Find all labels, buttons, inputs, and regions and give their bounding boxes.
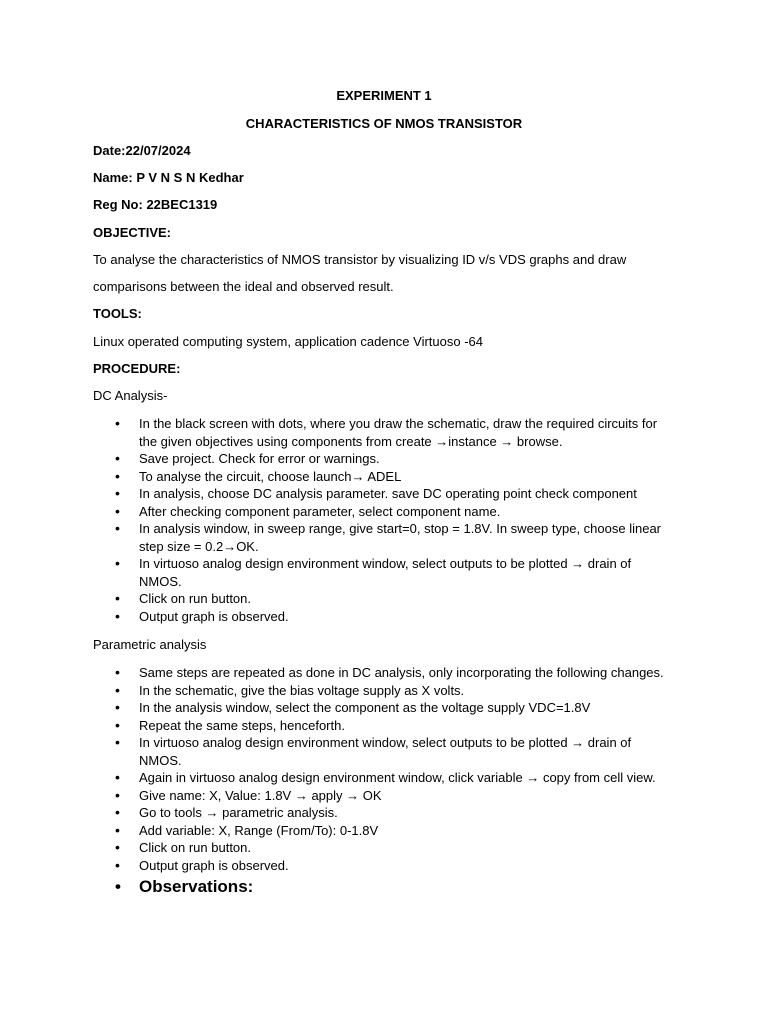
- list-item: • To analyse the circuit, choose launch→ ADEL: [93, 468, 693, 486]
- date-line: Date:22/07/2024: [93, 143, 191, 158]
- list-item-text: step size = 0.2→OK.: [139, 538, 259, 554]
- list-item: • Again in virtuoso analog design environment window, click variable → copy from cell view.: [93, 769, 693, 787]
- list-item: • Go to tools → parametric analysis.: [93, 804, 693, 822]
- observations-heading: • Observations:: [93, 877, 253, 897]
- name-line: Name: P V N S N Kedhar: [93, 170, 244, 185]
- list-item: • Output graph is observed.: [93, 608, 693, 626]
- list-item-text: In the black screen with dots, where you draw the schematic, draw the required circuits for: [139, 416, 658, 431]
- parametric-analysis-list: [93, 664, 693, 874]
- parametric-analysis-heading: Parametric analysis: [93, 637, 207, 652]
- experiment-label: EXPERIMENT 1: [336, 88, 432, 103]
- list-item: • Repeat the same steps, henceforth.: [93, 717, 693, 735]
- list-item: [93, 520, 693, 555]
- list-item: • Output graph is observed.: [93, 857, 693, 875]
- reg-no-line: Reg No: 22BEC1319: [93, 197, 218, 212]
- list-item: • After checking component parameter, select component name.: [93, 503, 693, 521]
- list-item: • Click on run button.: [93, 590, 693, 608]
- tools-heading: TOOLS:: [93, 306, 142, 321]
- tools-text: Linux operated computing system, application cadence Virtuoso -64: [93, 334, 483, 349]
- list-item: • Give name: X, Value: 1.8V → apply → OK: [93, 787, 693, 805]
- list-item-text: the given objectives using components from create →instance → browse.: [139, 433, 563, 449]
- list-item: • Click on run button.: [93, 839, 693, 857]
- objective-line-1: To analyse the characteristics of NMOS transistor by visualizing ID v/s VDS graphs and draw: [93, 252, 627, 267]
- dc-analysis-list: [93, 415, 693, 625]
- objective-heading: OBJECTIVE:: [93, 225, 172, 240]
- list-item-text: NMOS.: [139, 573, 182, 589]
- list-item: [93, 734, 693, 769]
- list-item: • In the schematic, give the bias voltage supply as X volts.: [93, 682, 693, 700]
- list-item: [93, 415, 693, 450]
- list-item: • Same steps are repeated as done in DC analysis, only incorporating the following changes.: [93, 664, 693, 682]
- objective-line-2: comparisons between the ideal and observed result.: [93, 279, 394, 294]
- dc-analysis-heading: DC Analysis-: [93, 388, 168, 403]
- list-item-text: In analysis window, in sweep range, give start=0, stop = 1.8V. In sweep type, choose linear: [139, 521, 661, 536]
- list-item: • In the analysis window, select the component as the voltage supply VDC=1.8V: [93, 699, 693, 717]
- list-item-text: NMOS.: [139, 752, 182, 768]
- document-title: CHARACTERISTICS OF NMOS TRANSISTOR: [245, 116, 523, 131]
- list-item-text: In virtuoso analog design environment window, select outputs to be plotted → drain of: [139, 556, 632, 571]
- list-item: • Add variable: X, Range (From/To): 0-1.8V: [93, 822, 693, 840]
- procedure-heading: PROCEDURE:: [93, 361, 181, 376]
- list-item-text: In virtuoso analog design environment window, select outputs to be plotted → drain of: [139, 735, 632, 750]
- list-item: • In analysis, choose DC analysis parameter. save DC operating point check component: [93, 485, 693, 503]
- list-item: [93, 555, 693, 590]
- list-item: • Save project. Check for error or warnings.: [93, 450, 693, 468]
